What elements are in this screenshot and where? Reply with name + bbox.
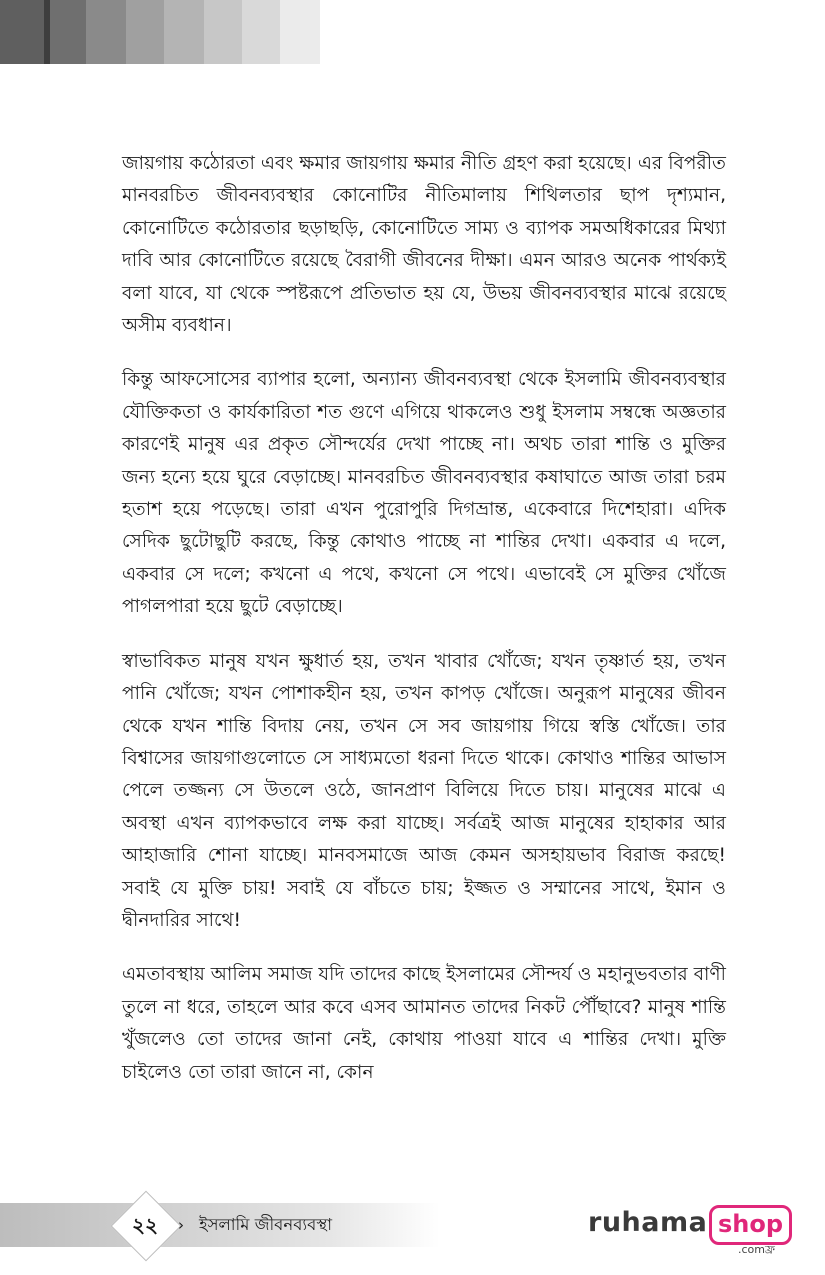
header-band-stripe (0, 0, 44, 64)
header-band-stripe (164, 0, 204, 64)
header-band-stripe (86, 0, 126, 64)
logo-shop-badge: shop (709, 1205, 792, 1245)
page-number: ২২ (131, 1213, 158, 1237)
page-body (122, 148, 726, 1111)
header-band-stripe (242, 0, 280, 64)
header-band-stripe (280, 0, 320, 64)
header-band-stripe (126, 0, 164, 64)
paragraph-3: স্বাভাবিকত মানুষ যখন ক্ষুধার্ত হয়, তখন খাবার খোঁজে; যখন তৃষ্ণার্ত হয়, তখন পানি খোঁজে; যখন পোশাকহীন হয়, তখন কাপড় খোঁজে। অনুরূপ মানুষের জীবন থেকে যখন শান্তি বিদায় নেয়, তখন সে সব জায়গায় গিয়ে স্বস্তি খোঁজে। তার বিশ্বাসের জায়গাগুলোতে সে সাধ্যমতো ধরনা দিতে থাকে। কোথাও শান্তির আভাস পেলে তজ্জন্য সে উতলে ওঠে, জানপ্রাণ বিলিয়ে দিতে চায়। মানুষের মাঝে এ অবস্থা এখন ব্যাপকভাবে লক্ষ করা যাচ্ছে। সর্বত্রই আজ মানুষের হাহাকার আর আহাজারি শোনা যাচ্ছে। মানবসমাজে আজ কেমন অসহায়ভাব বিরাজ করছে! সবাই যে মুক্তি চায়! সবাই যে বাঁচতে চায়; ইজ্জত ও সম্মানের সাথে, ইমান ও দ্বীনদারির সাথে! (122, 650, 726, 931)
logo-wordmark: ruhama (588, 1207, 708, 1238)
logo-domain: .comফ্র (738, 1243, 775, 1256)
header-band-stripe (204, 0, 242, 64)
paragraph-2: কিন্তু আফসোসের ব্যাপার হলো, অন্যান্য জীবনব্যবস্থা থেকে ইসলামি জীবনব্যবস্থার যৌক্তিকতা ও কার্যকারিতা শত গুণে এগিয়ে থাকলেও শুধু ইসলাম সম্বন্ধে অজ্ঞতার কারণেই মানুষ এর প্রকৃত সৌন্দর্যের দেখা পাচ্ছে না। অথচ তারা শান্তি ও মুক্তির জন্য হন্যে হয়ে ঘুরে বেড়াচ্ছে। মানবরচিত জীবনব্যবস্থার কষাঘাতে আজ তারা চরম হতাশ হয়ে পড়েছে। তারা এখন পুরোপুরি দিগভ্রান্ত, একেবারে দিশেহারা। এদিক সেদিক ছুটোছুটি করছে, কিন্তু কোথাও পাচ্ছে না শান্তির দেখা। একবার এ দলে, একবার সে দলে; কখনো এ পথে, কখনো সে পথে। এভাবেই সে মুক্তির খোঁজে পাগলপারা হয়ে ছুটে বেড়াচ্ছে। (122, 369, 726, 618)
publisher-logo (588, 1203, 784, 1265)
header-band-stripe (50, 0, 86, 64)
header-color-band (0, 0, 320, 64)
paragraph-4: এমতাবস্থায় আলিম সমাজ যদি তাদের কাছে ইসলামের সৌন্দর্য ও মহানুভবতার বাণী তুলে না ধরে, তাহলে আর কবে এসব আমানত তাদের নিকট পৌঁছাবে? মানুষ শান্তি খুঁজলেও তো তাদের জানা নেই, কোথায় পাওয়া যাবে এ শান্তির দেখা। মুক্তি চাইলেও তো তারা জানে না, কোন (122, 964, 726, 1083)
paragraph-1: জায়গায় কঠোরতা এবং ক্ষমার জায়গায় ক্ষমার নীতি গ্রহণ করা হয়েছে। এর বিপরীত মানবরচিত জীবনব্যবস্থার কোনোটির নীতিমালায় শিথিলতার ছাপ দৃশ্যমান, কোনোটিতে কঠোরতার ছড়াছড়ি, কোনোটিতে সাম্য ও ব্যাপক সমঅধিকারের মিথ্যা দাবি আর কোনোটিতে রয়েছে বৈরাগী জীবনের দীক্ষা। এমন আরও অনেক পার্থক্যই বলা যাবে, যা থেকে স্পষ্টরূপে প্রতিভাত হয় যে, উভয় জীবনব্যবস্থার মাঝে রয়েছে অসীম ব্যবধান। (122, 153, 726, 337)
running-book-title: ইসলামি জীবনব্যবস্থা (199, 1215, 333, 1234)
chevron-right-icon: › (178, 1216, 184, 1234)
